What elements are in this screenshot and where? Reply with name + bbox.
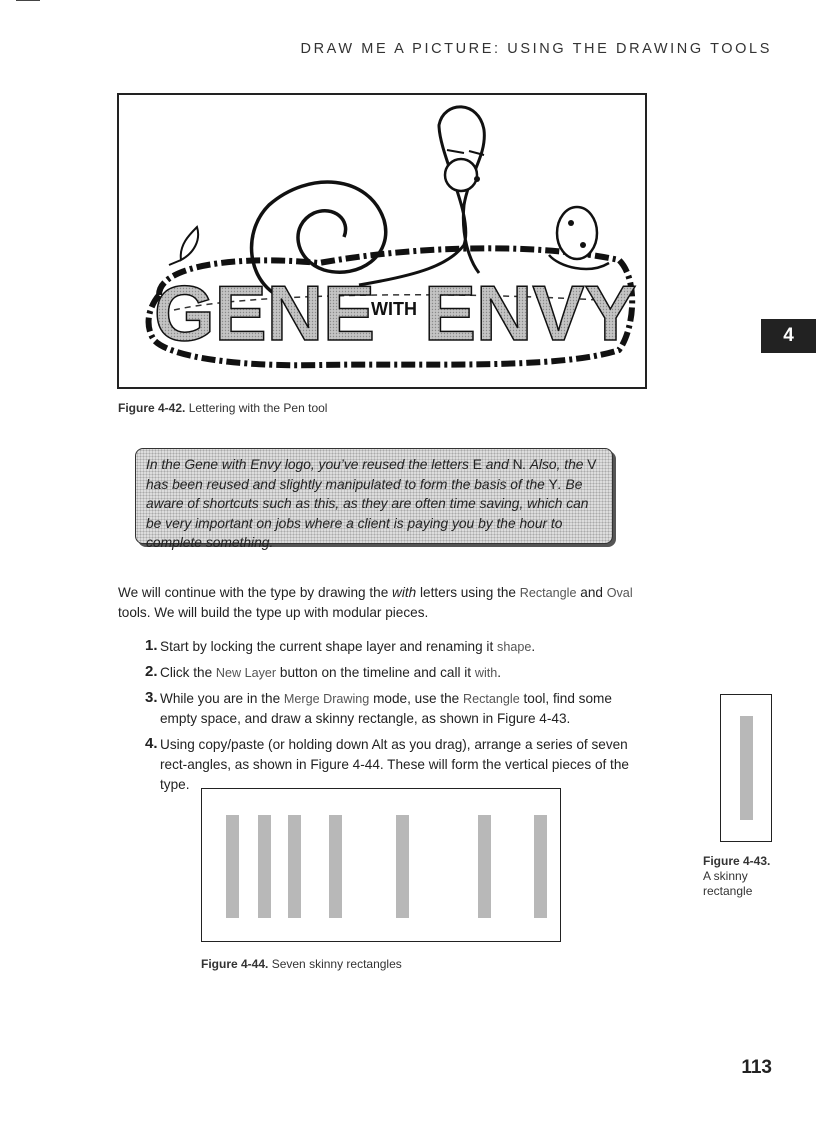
rectangle-1 (226, 815, 239, 918)
figure-4-43-caption: Figure 4-43. A skinny rectangle (703, 854, 771, 898)
running-head: DRAW ME A PICTURE: USING THE DRAWING TOOLS (300, 41, 772, 57)
step-4: 4. Using copy/paste (or holding down Alt as you drag), arrange a series of seven rect-angles, as shown in Figure 4-44. These will form the vertical pieces of the type. (145, 735, 629, 792)
body-paragraph: We will continue with the type by drawing the with letters using the Rectangle and Oval tools. We will build the type up with modular pieces. (118, 585, 633, 620)
figure-4-42-image (117, 93, 647, 389)
skinny-rectangle-art (721, 695, 771, 841)
chapter-tab: 4 (761, 319, 816, 353)
oval-tool-term: Oval (606, 586, 633, 600)
seven-rectangles-art (202, 789, 560, 941)
figure-4-42-label: Figure 4-42. (118, 401, 186, 415)
figure-4-44-text: Seven skinny rectangles (271, 957, 402, 971)
skinny-rectangle (740, 716, 753, 820)
figure-4-43-image (720, 694, 772, 842)
step-2: 2. Click the New Layer button on the timeline and call it with. (145, 663, 502, 680)
figure-4-44-caption (201, 957, 402, 971)
rectangle-2 (258, 815, 271, 918)
figure-4-42-caption (118, 401, 327, 415)
rectangle-3 (288, 815, 301, 918)
page-number: 113 (741, 1057, 772, 1078)
corner-rule (16, 0, 40, 1)
figure-4-42-text: Lettering with the Pen tool (188, 401, 328, 415)
tip-callout: In the Gene with Envy logo, you’ve reused the letters E and N. Also, the V has been reused and slightly manipulated to form the basis of the Y. Be aware of shortcuts such as this, as they are often time saving, which can be very important on jobs where a client is paying you by the hour to complete something. (135, 448, 613, 544)
rectangle-4 (329, 815, 342, 918)
gene-with-envy-logo (119, 95, 645, 387)
step-3: 3. While you are in the Merge Drawing mode, use the Rectangle tool, find some empty space, and draw a skinny rectangle, as shown in Figure 4-43. (145, 689, 612, 726)
rectangle-tool-term: Rectangle (519, 586, 577, 600)
rectangle-7 (534, 815, 547, 918)
logo-word-gene: GENE (154, 269, 376, 357)
logo-word-envy: ENVY (424, 269, 637, 357)
rectangle-6 (478, 815, 491, 918)
rectangle-5 (396, 815, 409, 918)
logo-word-with: WITH (371, 299, 417, 319)
figure-4-44-image (201, 788, 561, 942)
figure-4-43-label: Figure 4-43. (703, 854, 771, 868)
figure-4-44-label: Figure 4-44. (201, 957, 269, 971)
step-1: 1. Start by locking the current shape layer and renaming it shape. (145, 637, 536, 654)
